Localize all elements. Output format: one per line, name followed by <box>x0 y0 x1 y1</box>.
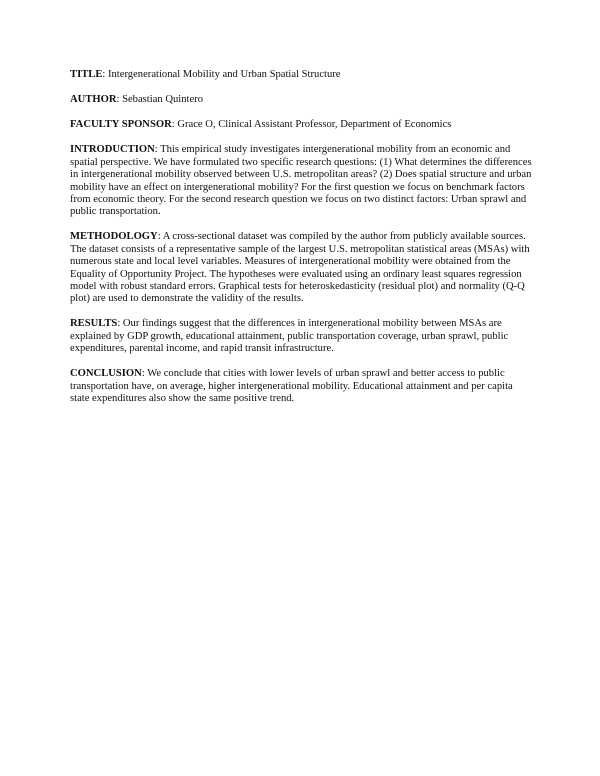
introduction-label: INTRODUCTION <box>70 144 155 156</box>
introduction-text: : This empirical study investigates intergenerational mobility from an economic and spatial perspective. We have formulated two specific research questions: (1) What determines the differences in intergenerational mobility observed between U.S. metropolitan areas? (2) Does spatial structure and urban mobility have an effect on intergenerational mobility? For the first question we focus on benchmark factors from economic theory. For the second research question we focus on two distinct factors: Urban sprawl and public transportation. <box>70 144 532 218</box>
conclusion-label: CONCLUSION <box>70 368 142 380</box>
methodology-paragraph <box>70 231 532 305</box>
methodology-text: : A cross-sectional dataset was compiled by the author from publicly available sources. The dataset consists of a representative sample of the largest U.S. metropolitan statistical areas (MSAs) with numerous state and local level variables. Measures of intergenerational mobility were obtained from the Equality of Opportunity Project. The hypotheses were evaluated using an ordinary least squares regression model with robust standard errors. Graphical tests for heteroskedasticity (residual plot) and normality (Q-Q plot) are used to demonstrate the validity of the results. <box>70 231 530 305</box>
results-paragraph <box>70 318 532 355</box>
abstract-body <box>70 69 532 418</box>
results-text: : Our findings suggest that the differences in intergenerational mobility between MSAs are explained by GDP growth, educational attainment, public transportation coverage, urban sprawl, public expenditures, parental income, and rapid transit infrastructure. <box>70 318 509 355</box>
conclusion-paragraph <box>70 368 532 405</box>
title-text: : Intergenerational Mobility and Urban Spatial Structure <box>102 69 341 80</box>
author-paragraph <box>70 94 532 106</box>
author-text: : Sebastian Quintero <box>116 94 203 106</box>
conclusion-text: : We conclude that cities with lower levels of urban sprawl and better access to public transportation have, on average, higher intergenerational mobility. Educational attainment and per capita state expenditures also show the same positive trend. <box>70 368 513 405</box>
title-paragraph <box>70 69 532 81</box>
title-label: TITLE <box>70 69 103 80</box>
introduction-paragraph <box>70 144 532 218</box>
results-label: RESULTS <box>70 318 118 330</box>
faculty-sponsor-label: FACULTY SPONSOR <box>70 119 172 131</box>
methodology-label: METHODOLOGY <box>70 231 158 243</box>
faculty-sponsor-paragraph <box>70 119 532 131</box>
faculty-sponsor-text: : Grace O, Clinical Assistant Professor, Department of Economics <box>171 119 452 131</box>
author-label: AUTHOR <box>70 94 117 106</box>
